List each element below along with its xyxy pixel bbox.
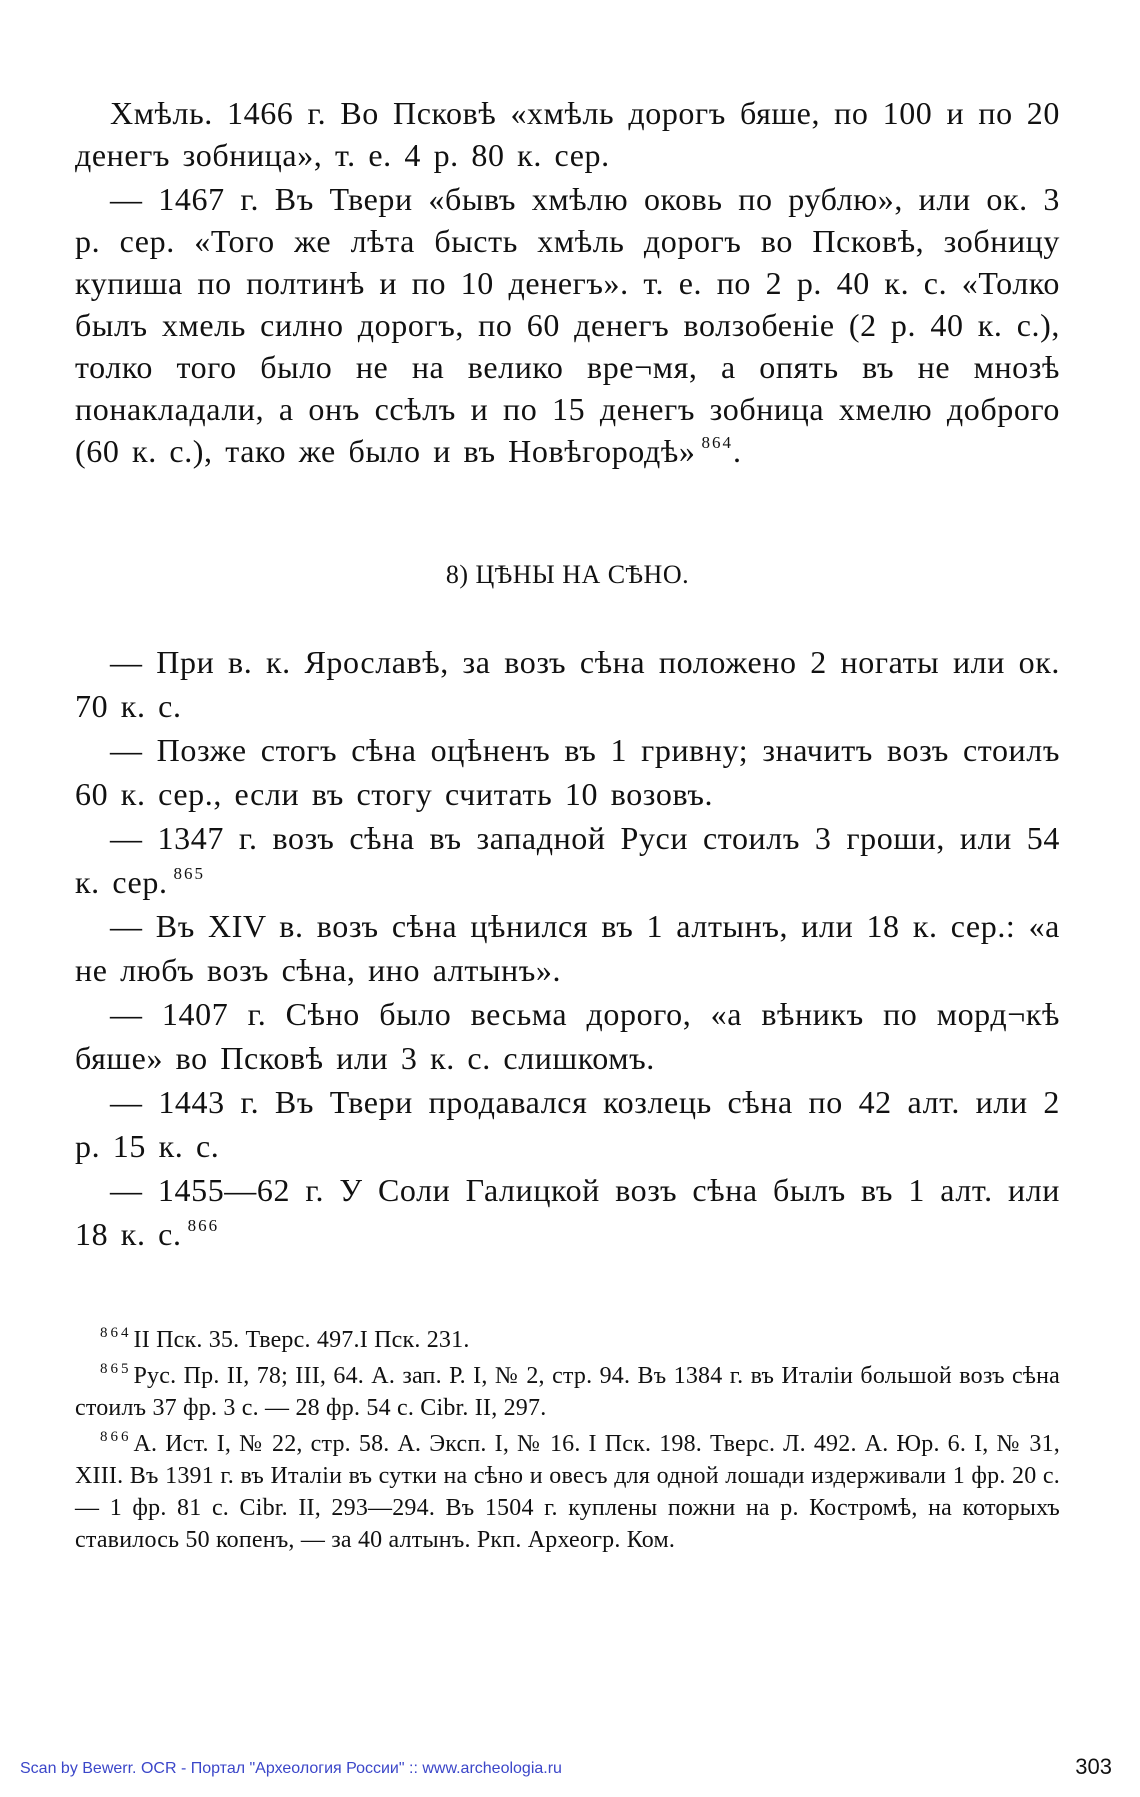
- footnote: [75, 1324, 1060, 1356]
- section-heading: 8) ЦѢНЫ НА СѢНО.: [445, 560, 690, 589]
- section-hay: [75, 640, 1060, 1256]
- scan-credit-link[interactable]: Scan by Bewerr. OCR - Портал "Археология России" :: www.archeologia.ru: [20, 1760, 562, 1777]
- paragraph-tail: .: [732, 433, 742, 469]
- footnotes: [75, 1324, 1060, 1556]
- footnote-number: 865: [100, 1361, 132, 1377]
- paragraph-text: — Въ XIV в. возъ сѣна цѣнился въ 1 алтынъ, или 18 к. сер.: «а не любъ возъ сѣна, ино алтынъ».: [75, 908, 1060, 988]
- paragraph: [75, 904, 1060, 992]
- footnote-ref[interactable]: 864: [701, 433, 733, 452]
- paragraph: [75, 178, 1060, 472]
- paragraph: [75, 816, 1060, 904]
- footnote-ref[interactable]: 865: [173, 864, 206, 883]
- page-body: [75, 92, 1060, 1560]
- footnote-number: 864: [100, 1325, 132, 1341]
- footnote: [75, 1360, 1060, 1424]
- footnote-number: 866: [100, 1429, 132, 1445]
- paragraph-text: — 1467 г. Въ Твери «бывъ хмѣлю оковь по рублю», или ок. 3 р. сер. «Того же лѣта бысть хмѣль дорогъ во Псковѣ, зобницу купиша по полтинѣ и по 10 денегъ». т. е. по 2 р. 40 к. с. «Толко былъ хмель силно дорогъ, по 60 денегъ волзобеніе (2 р. 40 к. с.), толко того было не на велико вре¬мя, а опять въ не мнозѣ понакладали, а онъ ссѣлъ и по 15 денегъ зобница хмелю доброго (60 к. с.), тако же было и въ Новѣгородѣ»: [75, 181, 1060, 469]
- footnote-text: А. Ист. I, № 22, стр. 58. А. Эксп. I, № 16. I Пск. 198. Тверс. Л. 492. А. Юр. 6. I, № 31, XIII. Въ 1391 г. въ Италіи въ сутки на сѣно и овесъ для одной лошади издерживали 1 фр. 20 с. — 1 фр. 81 с. Cibr. II, 293—294. Въ 1504 г. куплены пожни на р. Костромѣ, на которыхъ ставилось 50 копенъ, — за 40 алтынъ. Ркп. Археогр. Ком.: [75, 1431, 1060, 1553]
- paragraph: [75, 1168, 1060, 1256]
- paragraph: [75, 92, 1060, 176]
- footnote-text: Рус. Пр. II, 78; III, 64. А. зап. Р. I, № 2, стр. 94. Въ 1384 г. въ Италіи большой возъ сѣна стоилъ 37 фр. 3 с. — 28 фр. 54 с. Cibr. II, 297.: [75, 1363, 1060, 1421]
- paragraph-text: — Позже стогъ сѣна оцѣненъ въ 1 гривну; значитъ возъ стоилъ 60 к. сер., если въ стогу считать 10 возовъ.: [75, 732, 1060, 812]
- paragraph-text: — 1443 г. Въ Твери продавался козлець сѣна по 42 алт. или 2 р. 15 к. с.: [75, 1084, 1060, 1164]
- footnote-ref[interactable]: 866: [187, 1216, 220, 1235]
- page-footer: [0, 1754, 1140, 1784]
- paragraph: [75, 1080, 1060, 1168]
- paragraph-text: — При в. к. Ярославѣ, за возъ сѣна положено 2 ногаты или ок. 70 к. с.: [75, 644, 1060, 724]
- paragraph: [75, 640, 1060, 728]
- paragraph: [75, 992, 1060, 1080]
- section-hops: [75, 92, 1060, 472]
- paragraph-text: — 1455—62 г. У Соли Галицкой возъ сѣна былъ въ 1 алт. или 18 к. с.: [75, 1172, 1060, 1252]
- paragraph-text: — 1347 г. возъ сѣна въ западной Руси стоилъ 3 гроши, или 54 к. сер.: [75, 820, 1060, 900]
- footnote: [75, 1428, 1060, 1556]
- paragraph-text: — 1407 г. Сѣно было весьма дорого, «а вѣникъ по морд¬кѣ бяше» во Псковѣ или 3 к. с. слишкомъ.: [75, 996, 1060, 1076]
- paragraph: [75, 728, 1060, 816]
- footnote-text: II Пск. 35. Тверс. 497.I Пск. 231.: [133, 1327, 470, 1353]
- paragraph-text: Хмѣль. 1466 г. Во Псковѣ «хмѣль дорогъ бяше, по 100 и по 20 денегъ зобница», т. е. 4 р. 80 к. сер.: [75, 95, 1060, 173]
- page-number: 303: [1075, 1754, 1112, 1779]
